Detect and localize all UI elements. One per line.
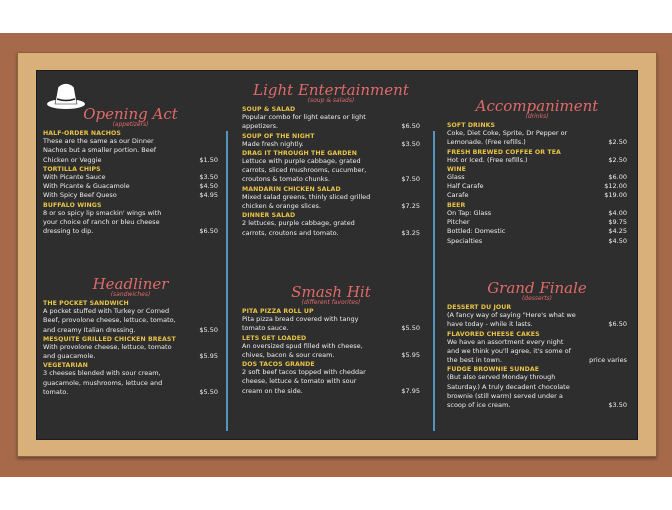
menu-item-label: cream on the side.	[242, 386, 303, 395]
menu-item	[43, 130, 218, 165]
menu-item-row	[242, 351, 420, 360]
menu-item	[43, 202, 218, 237]
menu-item-description: We have an assortment every night	[447, 337, 564, 346]
menu-item	[447, 331, 627, 366]
section-subtitle: (appetizers)	[112, 121, 149, 128]
menu-item-price: $6.00	[608, 172, 627, 181]
menu-item-row	[447, 401, 627, 410]
menu-item-description: 3 cheeses blended with sour cream,	[43, 369, 161, 378]
section-title: Grand Finale	[487, 279, 587, 297]
section-title: Smash Hit	[291, 283, 371, 301]
menu-item	[242, 186, 420, 212]
menu-item-label: Pitcher	[447, 218, 470, 227]
menu-item	[242, 133, 420, 149]
menu-item-price: $2.50	[608, 138, 627, 147]
opening-act-section	[43, 105, 218, 237]
menu-item-name: SOUP OF THE NIGHT	[242, 132, 315, 140]
menu-item-price: $3.25	[401, 228, 420, 237]
menu-item	[43, 300, 218, 335]
menu-item-price: $19.00	[604, 191, 627, 200]
menu-item-description: and we think you'll agree, it's some of	[447, 346, 571, 355]
menu-item-label: and creamy Italian dressing.	[43, 325, 136, 334]
menu-item-description: guacamole, mushrooms, lettuce and	[43, 378, 163, 387]
menu-item-label: tomato.	[43, 388, 69, 397]
menu-item-description: With provolone cheese, lettuce, tomato	[43, 342, 172, 351]
section-subtitle: (drinks)	[525, 113, 549, 120]
menu-item-description: Coke, Diet Coke, Sprite, Dr Pepper or	[447, 129, 568, 137]
item-list	[242, 308, 420, 396]
menu-item	[43, 362, 218, 397]
menu-item-price: $5.50	[199, 388, 218, 397]
section-title: Headliner	[92, 275, 169, 293]
menu-item-name: MANDARIN CHICKEN SALAD	[242, 185, 341, 193]
menu-item-row	[242, 140, 420, 149]
menu-item	[43, 336, 218, 362]
menu-item-description: These are the same as our Dinner	[43, 137, 154, 145]
menu-item	[242, 106, 420, 132]
menu-item-price: $3.50	[608, 401, 627, 410]
menu-item	[242, 212, 420, 238]
menu-item-label: Chicken or Veggie	[43, 155, 102, 164]
menu-item-row	[242, 324, 420, 333]
menu-item-name: VEGETARIAN	[43, 362, 88, 370]
menu-item-row	[43, 191, 218, 200]
menu-item-label: Specialties	[447, 236, 483, 245]
menu-item-name: DRAG IT THROUGH THE GARDEN	[242, 149, 358, 157]
menu-item	[447, 304, 627, 330]
menu-item-description: 2 lettuces, purple cabbage, grated	[242, 219, 355, 228]
menu-item-description: An oversized spud filled with cheese,	[242, 341, 363, 350]
menu-item-row	[43, 352, 218, 361]
menu-item-name: BEER	[447, 201, 466, 209]
menu-item-label: With Picante & Guacamole	[43, 182, 130, 191]
item-list	[43, 130, 218, 237]
menu-item-label: have today - while it lasts.	[447, 320, 533, 329]
menu-item-description: 2 soft beef tacos topped with cheddar	[242, 368, 366, 377]
menu-item	[447, 202, 627, 246]
menu-item-description: Nachos but a smaller portion. Beef	[43, 146, 157, 155]
menu-item-row	[447, 191, 627, 200]
menu-item-label: Bottled: Domestic	[447, 227, 506, 236]
menu-item-row	[447, 156, 627, 165]
menu-item-price: $6.50	[401, 122, 420, 131]
menu-item-label: With Spicy Beef Queso	[43, 191, 117, 200]
menu-item-label: On Tap: Glass	[447, 208, 492, 217]
menu-item-description: Popular combo for light eaters or light	[242, 113, 366, 121]
menu-item-row	[43, 173, 218, 182]
menu-item-label: Carafe	[447, 191, 469, 200]
menu-item-row	[242, 229, 420, 238]
menu-item-row	[447, 320, 627, 329]
section-subtitle: (soup & salads)	[307, 97, 355, 104]
section-title: Light Entertainment	[253, 81, 409, 99]
section-title: Opening Act	[83, 105, 178, 123]
menu-item-price: $3.50	[199, 172, 218, 181]
menu-item-price: $4.00	[608, 208, 627, 217]
menu-item-label: croutons & tomato chunks.	[242, 175, 331, 184]
menu-item-label: Glass	[447, 172, 465, 181]
menu-item	[242, 335, 420, 361]
menu-item-price: $2.50	[608, 155, 627, 164]
menu-item-label: With Picante Sauce	[43, 172, 106, 181]
menu-item-price: $6.50	[199, 227, 218, 236]
menu-item-price: price varies	[589, 356, 627, 365]
menu-item-price: $6.50	[608, 320, 627, 329]
menu-item-price: $7.95	[401, 386, 420, 395]
menu-item-price: $7.25	[401, 202, 420, 211]
menu-item-description: A pocket stuffed with Turkey or Corned	[43, 307, 170, 315]
menu-item-price: $1.50	[199, 155, 218, 164]
menu-item-name: DESSERT DU JOUR	[447, 304, 512, 311]
column-divider	[226, 131, 228, 431]
menu-item-row	[242, 122, 420, 131]
menu-item-name: MESQUITE GRILLED CHICKEN BREAST	[43, 335, 176, 343]
menu-item-name: SOFT DRINKS	[447, 122, 496, 129]
menu-item-row	[43, 388, 218, 397]
menu-item-description: Mixed salad greens, thinly sliced grilled	[242, 192, 371, 201]
menu-item-name: THE POCKET SANDWICH	[43, 300, 129, 307]
menu-item-label: chicken & orange slices.	[242, 202, 321, 211]
item-list	[447, 122, 627, 246]
menu-item-row	[242, 387, 420, 396]
menu-item-price: $9.75	[608, 218, 627, 227]
menu-item	[242, 308, 420, 334]
menu-item-name: BUFFALO WINGS	[43, 201, 102, 209]
menu-item-price: $5.95	[401, 350, 420, 359]
menu-item-row	[447, 173, 627, 182]
menu-item-name: SOUP & SALAD	[242, 106, 296, 113]
menu-item	[242, 361, 420, 396]
menu-item-description: Lettuce with purple cabbage, grated	[242, 156, 361, 165]
item-list	[43, 300, 218, 397]
menu-item-name: FRESH BREWED COFFEE OR TEA	[447, 148, 561, 156]
menu-item-row	[447, 209, 627, 218]
menu-item-name: HALF-ORDER NACHOS	[43, 130, 121, 137]
menu-item-row	[43, 227, 218, 236]
section-title: Accompaniment	[475, 97, 599, 115]
accompaniment-section	[447, 97, 627, 246]
menu-item-price: $4.50	[608, 236, 627, 245]
menu-item-row	[43, 326, 218, 335]
section-subtitle: (desserts)	[521, 295, 553, 302]
menu-item-description: Saturday.) A truly decadent chocolate	[447, 382, 570, 391]
menu-item-label: and guacamole.	[43, 352, 96, 361]
menu-item-description: Beef, provolone cheese, lettuce, tomato,	[43, 316, 176, 325]
chalkboard-menu	[36, 70, 638, 440]
menu-item-price: $12.00	[604, 182, 627, 191]
menu-item-name: LETS GET LOADED	[242, 334, 307, 342]
menu-item-price: $3.50	[401, 139, 420, 148]
light-entertainment-section	[242, 81, 420, 238]
smash-hit-section	[242, 283, 420, 396]
menu-item	[447, 166, 627, 201]
menu-item-description: cheese, lettuce & tomato with sour	[242, 377, 357, 386]
menu-item-name: DOS TACOS GRANDE	[242, 361, 315, 369]
section-subtitle: (different favorites)	[301, 299, 361, 306]
item-list	[242, 106, 420, 238]
menu-item-label: the best in town.	[447, 356, 502, 365]
menu-item-row	[447, 237, 627, 246]
menu-item-label: carrots, croutons and tomato.	[242, 228, 339, 237]
menu-item-row	[447, 227, 627, 236]
menu-item-row	[447, 356, 627, 365]
menu-item-price: $5.50	[401, 324, 420, 333]
menu-item	[447, 122, 627, 148]
menu-item-label: Lemonade. (Free refills.)	[447, 138, 526, 147]
menu-item-row	[43, 182, 218, 191]
section-subtitle: (sandwiches)	[110, 291, 151, 298]
menu-item-label: chives, bacon & sour cream.	[242, 350, 335, 359]
menu-item-name: PITA PIZZA ROLL UP	[242, 308, 314, 315]
menu-item-description: carrots, sliced mushrooms, cucumber,	[242, 166, 367, 175]
menu-item-description: 8 or so spicy lip smackin' wings with	[43, 208, 162, 217]
menu-item	[242, 150, 420, 185]
menu-item-row	[242, 202, 420, 211]
menu-item-description: (But also served Monday through	[447, 373, 556, 382]
menu-item-row	[447, 182, 627, 191]
menu-item-name: FLAVORED CHEESE CAKES	[447, 330, 540, 338]
menu-item-name: WINE	[447, 165, 466, 173]
menu-item-row	[447, 138, 627, 147]
column-divider	[433, 131, 435, 431]
menu-item-row	[447, 218, 627, 227]
menu-item-name: DINNER SALAD	[242, 212, 296, 220]
item-list	[447, 304, 627, 411]
menu-item-label: scoop of ice cream.	[447, 401, 511, 410]
menu-item-price: $7.50	[401, 175, 420, 184]
menu-item-row	[43, 156, 218, 165]
menu-item	[447, 366, 627, 410]
menu-item-description: your choice of ranch or bleu cheese	[43, 218, 160, 227]
menu-item-price: $5.95	[199, 352, 218, 361]
menu-item-description: (A fancy way of saying "Here's what we	[447, 311, 576, 319]
menu-item-label: dressing to dip.	[43, 227, 94, 236]
menu-item-description: Pita pizza bread covered with tangy	[242, 315, 359, 323]
headliner-section	[43, 275, 218, 397]
menu-item-description: brownie (still warm) served under a	[447, 392, 563, 401]
menu-item-label: appetizers.	[242, 122, 279, 131]
menu-item	[447, 149, 627, 165]
menu-item-label: tomato sauce.	[242, 324, 289, 333]
menu-item-label: Hot or Iced. (Free refills.)	[447, 155, 528, 164]
menu-item-price: $4.95	[199, 191, 218, 200]
grand-finale-section	[447, 279, 627, 411]
menu-item-price: $4.25	[608, 227, 627, 236]
menu-item-label: Half Carafe	[447, 182, 484, 191]
menu-item-price: $4.50	[199, 182, 218, 191]
menu-item-label: Made fresh nightly.	[242, 139, 304, 148]
menu-item-name: TORTILLA CHIPS	[43, 165, 101, 173]
menu-item-row	[242, 175, 420, 184]
menu-item	[43, 166, 218, 201]
menu-item-name: FUDGE BROWNIE SUNDAE	[447, 366, 540, 374]
menu-item-price: $5.50	[199, 325, 218, 334]
